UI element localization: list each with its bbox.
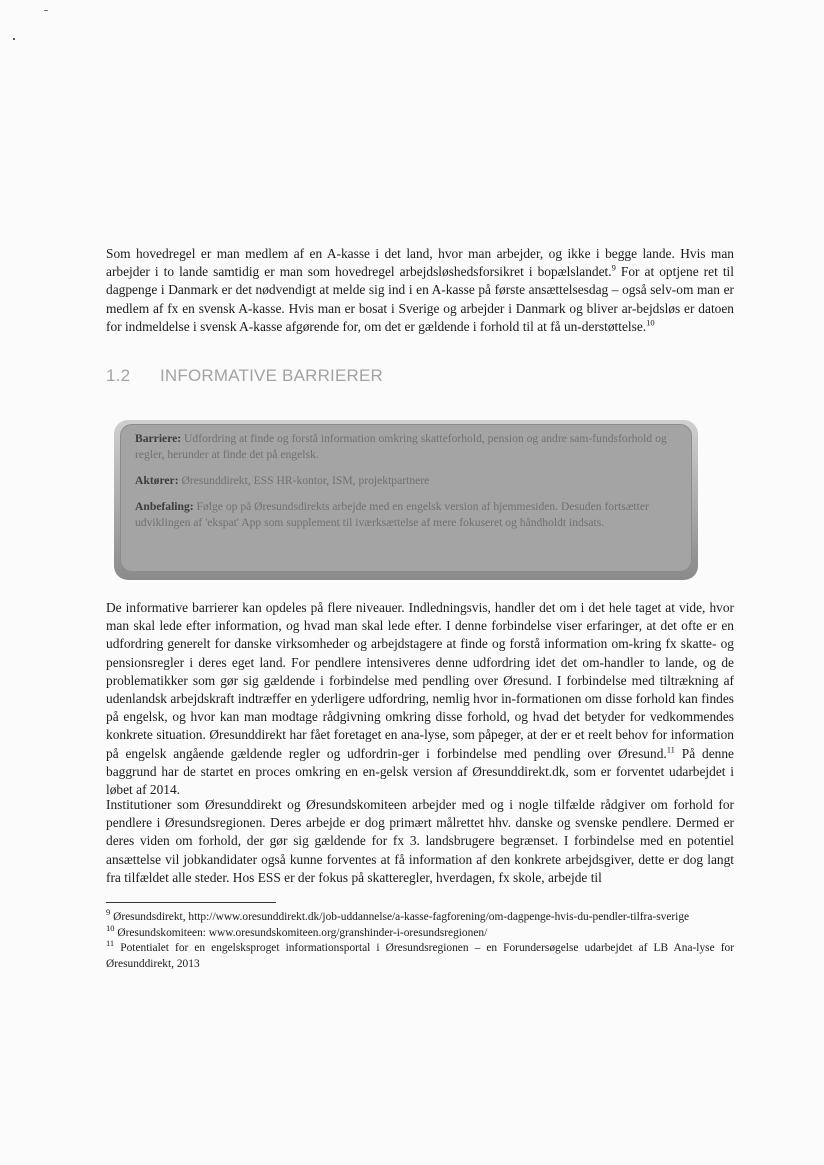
paragraph-institutions: Institutioner som Øresunddirekt og Øresundskomiteen arbejder med og i nogle tilfælde rådgiver om forhold for pendlere i Øresundsregionen. Deres arbejde er dog primært målrettet hhv. danske og svenske pendlere. Dermed er deres viden om forhold, der gør sig gældende for fx 3. landsbrugere begrænset. I forbindelse med en potentiel ansættelse vil jobkandidater også kunne forventes at få information af den konkrete arbejdsgiver, dette er dog langt fra tilfældet alle steder. Hos ESS er der fokus på skatteregler, hverdagen, fx skole, arbejde til	[106, 797, 734, 885]
footnote-ref[interactable]: 9	[611, 262, 616, 273]
section-heading	[106, 366, 383, 386]
barrier-label: Barriere:	[135, 432, 182, 445]
footnotes	[106, 907, 734, 972]
barrier-row	[135, 431, 677, 463]
paragraph-text: De informative barrierer kan opdeles på flere niveauer. Indledningsvis, handler det om i det hele taget at vide, hvor man skal lede efter information, og hvad man skal lede efter. I denne forbindelse viser erfaringer, at det ofte er en udfordring generelt for danske virksomheder og arbejdstagere at finde og forstå information om-kring fx skatte- og pensionsregler i deres eget land. For pendlere intensiveres denne udfordring idet det om-handler to lande, og de problematikker som gør sig gældende i forbindelse med pendling over Øresund. I forbindelse med tiltrækning af udenlandsk arbejdskraft indtræffer en yderligere udfordring, nemlig hvor in-formationen om disse forhold kan findes på engelsk, og hvor kan man modtage rådgivning omkring disse forhold, og hvad det betyder for vedkommendes konkrete situation. Øresunddirekt har fået foretaget en ana-lyse, som påpeger, at der er et reelt behov for information på engelsk angående gældende regler og udfordrin-ger i forbindelse med pendling over Øresund.	[106, 600, 734, 761]
footnote-number: 9	[106, 907, 111, 918]
paragraph-unemployment-insurance	[106, 245, 734, 336]
paragraph-text: Som hovedregel er man medlem af en A-kasse i det land, hvor man arbejder, og ikke i begge lande. Hvis man arbejder i to lande samtidig er man som hovedregel arbejdsløshedsforsikret i bopælslandet.	[106, 246, 734, 280]
actors-row	[135, 473, 677, 489]
scan-mark	[44, 10, 48, 11]
footnote-ref[interactable]: 10	[646, 317, 655, 328]
actors-text: Øresunddirekt, ESS HR-kontor, ISM, projektpartnere	[178, 474, 430, 487]
footnote-item	[106, 922, 734, 942]
footnote-number: 11	[106, 938, 115, 949]
actors-label: Aktører:	[135, 474, 179, 487]
paragraph-informative-barriers	[106, 599, 734, 799]
footnote-text: Potentialet for en engelsksproget informationsportal i Øresundsregionen – en Forundersøgelse udarbejdet af LB Ana-lyse for Øresunddirekt, 2013	[106, 942, 734, 970]
footnote-item	[106, 938, 734, 972]
section-number: 1.2	[106, 366, 131, 385]
barrier-callout-box	[120, 424, 692, 572]
section-title: INFORMATIVE BARRIERER	[160, 366, 384, 385]
footnote-text: Øresundsdirekt, http://www.oresunddirekt.dk/job-uddannelse/a-kasse-fagforening/om-dagpenge-hvis-du-pendler-tilfra-sverige	[110, 911, 690, 923]
barrier-text: Udfordring at finde og forstå information omkring skatteforhold, pension og andre sam-fundsforhold og regler, herunder at finde det på engelsk.	[135, 432, 667, 461]
recommendation-text: Følge op på Øresundsdirekts arbejde med en engelsk version af hjemmesiden. Desuden fortsætter udviklingen af 'ekspat' App som supplement til iværksættelse af mere fokuseret og håndholdt indsats.	[135, 500, 649, 529]
paragraph-text: På denne baggrund har de startet en proces omkring en en-gelsk version af Øresunddirekt.dk, som er forventet udarbejdet i løbet af 2014.	[106, 745, 735, 798]
footnote-number: 10	[106, 922, 115, 933]
paragraph-text: For at optjene ret til dagpenge i Danmark er det nødvendigt at melde sig ind i en A-kasse på første ansættelsesdag – også selv-om man er medlem af fx en svensk A-kasse. Hvis man er bosat i Sverige og arbejder i Danmark og bliver ar-bejdsløs er datoen for indmeldelse i svensk A-kasse afgørende for, om det er gældende i forhold til at få un-derstøttelse.	[106, 264, 734, 334]
footnote-divider	[106, 902, 276, 903]
recommendation-label: Anbefaling:	[135, 500, 194, 513]
recommendation-row	[135, 499, 677, 531]
footnote-text: Øresundskomiteen: www.oresundskomiteen.org/granshinder-i-oresundsregionen/	[114, 926, 488, 939]
footnote-item	[106, 907, 734, 926]
footnote-ref[interactable]: 11	[666, 744, 675, 755]
scan-dot	[13, 38, 15, 40]
